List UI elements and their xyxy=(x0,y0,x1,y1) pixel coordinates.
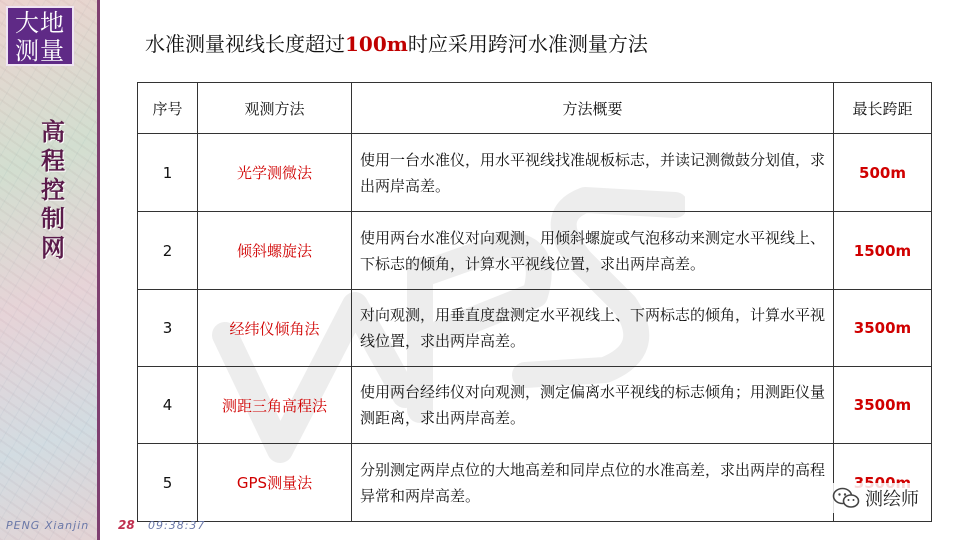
slide-title xyxy=(145,28,648,57)
logo-badge-line1: 大地 xyxy=(15,9,65,37)
header-method: 观测方法 xyxy=(198,83,352,134)
footer-page-number: 28 xyxy=(118,518,135,532)
sidebar-map-panel xyxy=(0,0,100,540)
header-summary: 方法概要 xyxy=(352,83,834,134)
row-no: 3 xyxy=(138,290,198,367)
row-method: GPS测量法 xyxy=(198,444,352,522)
logo-badge xyxy=(6,6,74,66)
table-row xyxy=(138,444,932,522)
row-method: 光学测微法 xyxy=(198,134,352,212)
row-span: 3500m xyxy=(834,367,932,444)
row-summary: 使用两台水准仪对向观测，用倾斜螺旋或气泡移动来测定水平视线上、下标志的倾角，计算水平视线位置，求出两岸高差。 xyxy=(352,212,834,290)
table-row xyxy=(138,134,932,212)
row-span: 3500m xyxy=(834,290,932,367)
slide-title-before: 水准测量视线长度超过 xyxy=(145,32,345,56)
row-no: 4 xyxy=(138,367,198,444)
row-summary: 使用两台经纬仪对向观测，测定偏离水平视线的标志倾角；用测距仪量测距离，求出两岸高差。 xyxy=(352,367,834,444)
wechat-icon xyxy=(832,486,860,510)
row-method: 测距三角高程法 xyxy=(198,367,352,444)
row-method: 倾斜螺旋法 xyxy=(198,212,352,290)
row-summary: 使用一台水准仪，用水平视线找准觇板标志，并读记测微鼓分划值，求出两岸高差。 xyxy=(352,134,834,212)
row-no: 5 xyxy=(138,444,198,522)
row-summary: 分别测定两岸点位的大地高差和同岸点位的水准高差，求出两岸的高程异常和两岸高差。 xyxy=(352,444,834,522)
row-span: 500m xyxy=(834,134,932,212)
header-no: 序号 xyxy=(138,83,198,134)
methods-table xyxy=(137,82,932,522)
table-row xyxy=(138,367,932,444)
header-span: 最长跨距 xyxy=(834,83,932,134)
slide-title-highlight: 100m xyxy=(345,32,408,56)
footer-time: 09:38:37 xyxy=(148,519,206,532)
row-no: 2 xyxy=(138,212,198,290)
row-span: 1500m xyxy=(834,212,932,290)
brand-watermark xyxy=(828,483,923,513)
logo-badge-line2: 测量 xyxy=(15,37,65,65)
row-method: 经纬仪倾角法 xyxy=(198,290,352,367)
table-row xyxy=(138,212,932,290)
table-header-row xyxy=(138,83,932,134)
row-summary: 对向观测，用垂直度盘测定水平视线上、下两标志的倾角，计算水平视线位置，求出两岸高差。 xyxy=(352,290,834,367)
slide-title-after: 时应采用跨河水准测量方法 xyxy=(407,32,648,56)
brand-label: 测绘师 xyxy=(865,489,919,510)
table-row xyxy=(138,290,932,367)
row-no: 1 xyxy=(138,134,198,212)
vertical-section-title: 高程控制网 xyxy=(41,117,65,262)
footer-author: PENG Xianjin xyxy=(6,519,90,532)
